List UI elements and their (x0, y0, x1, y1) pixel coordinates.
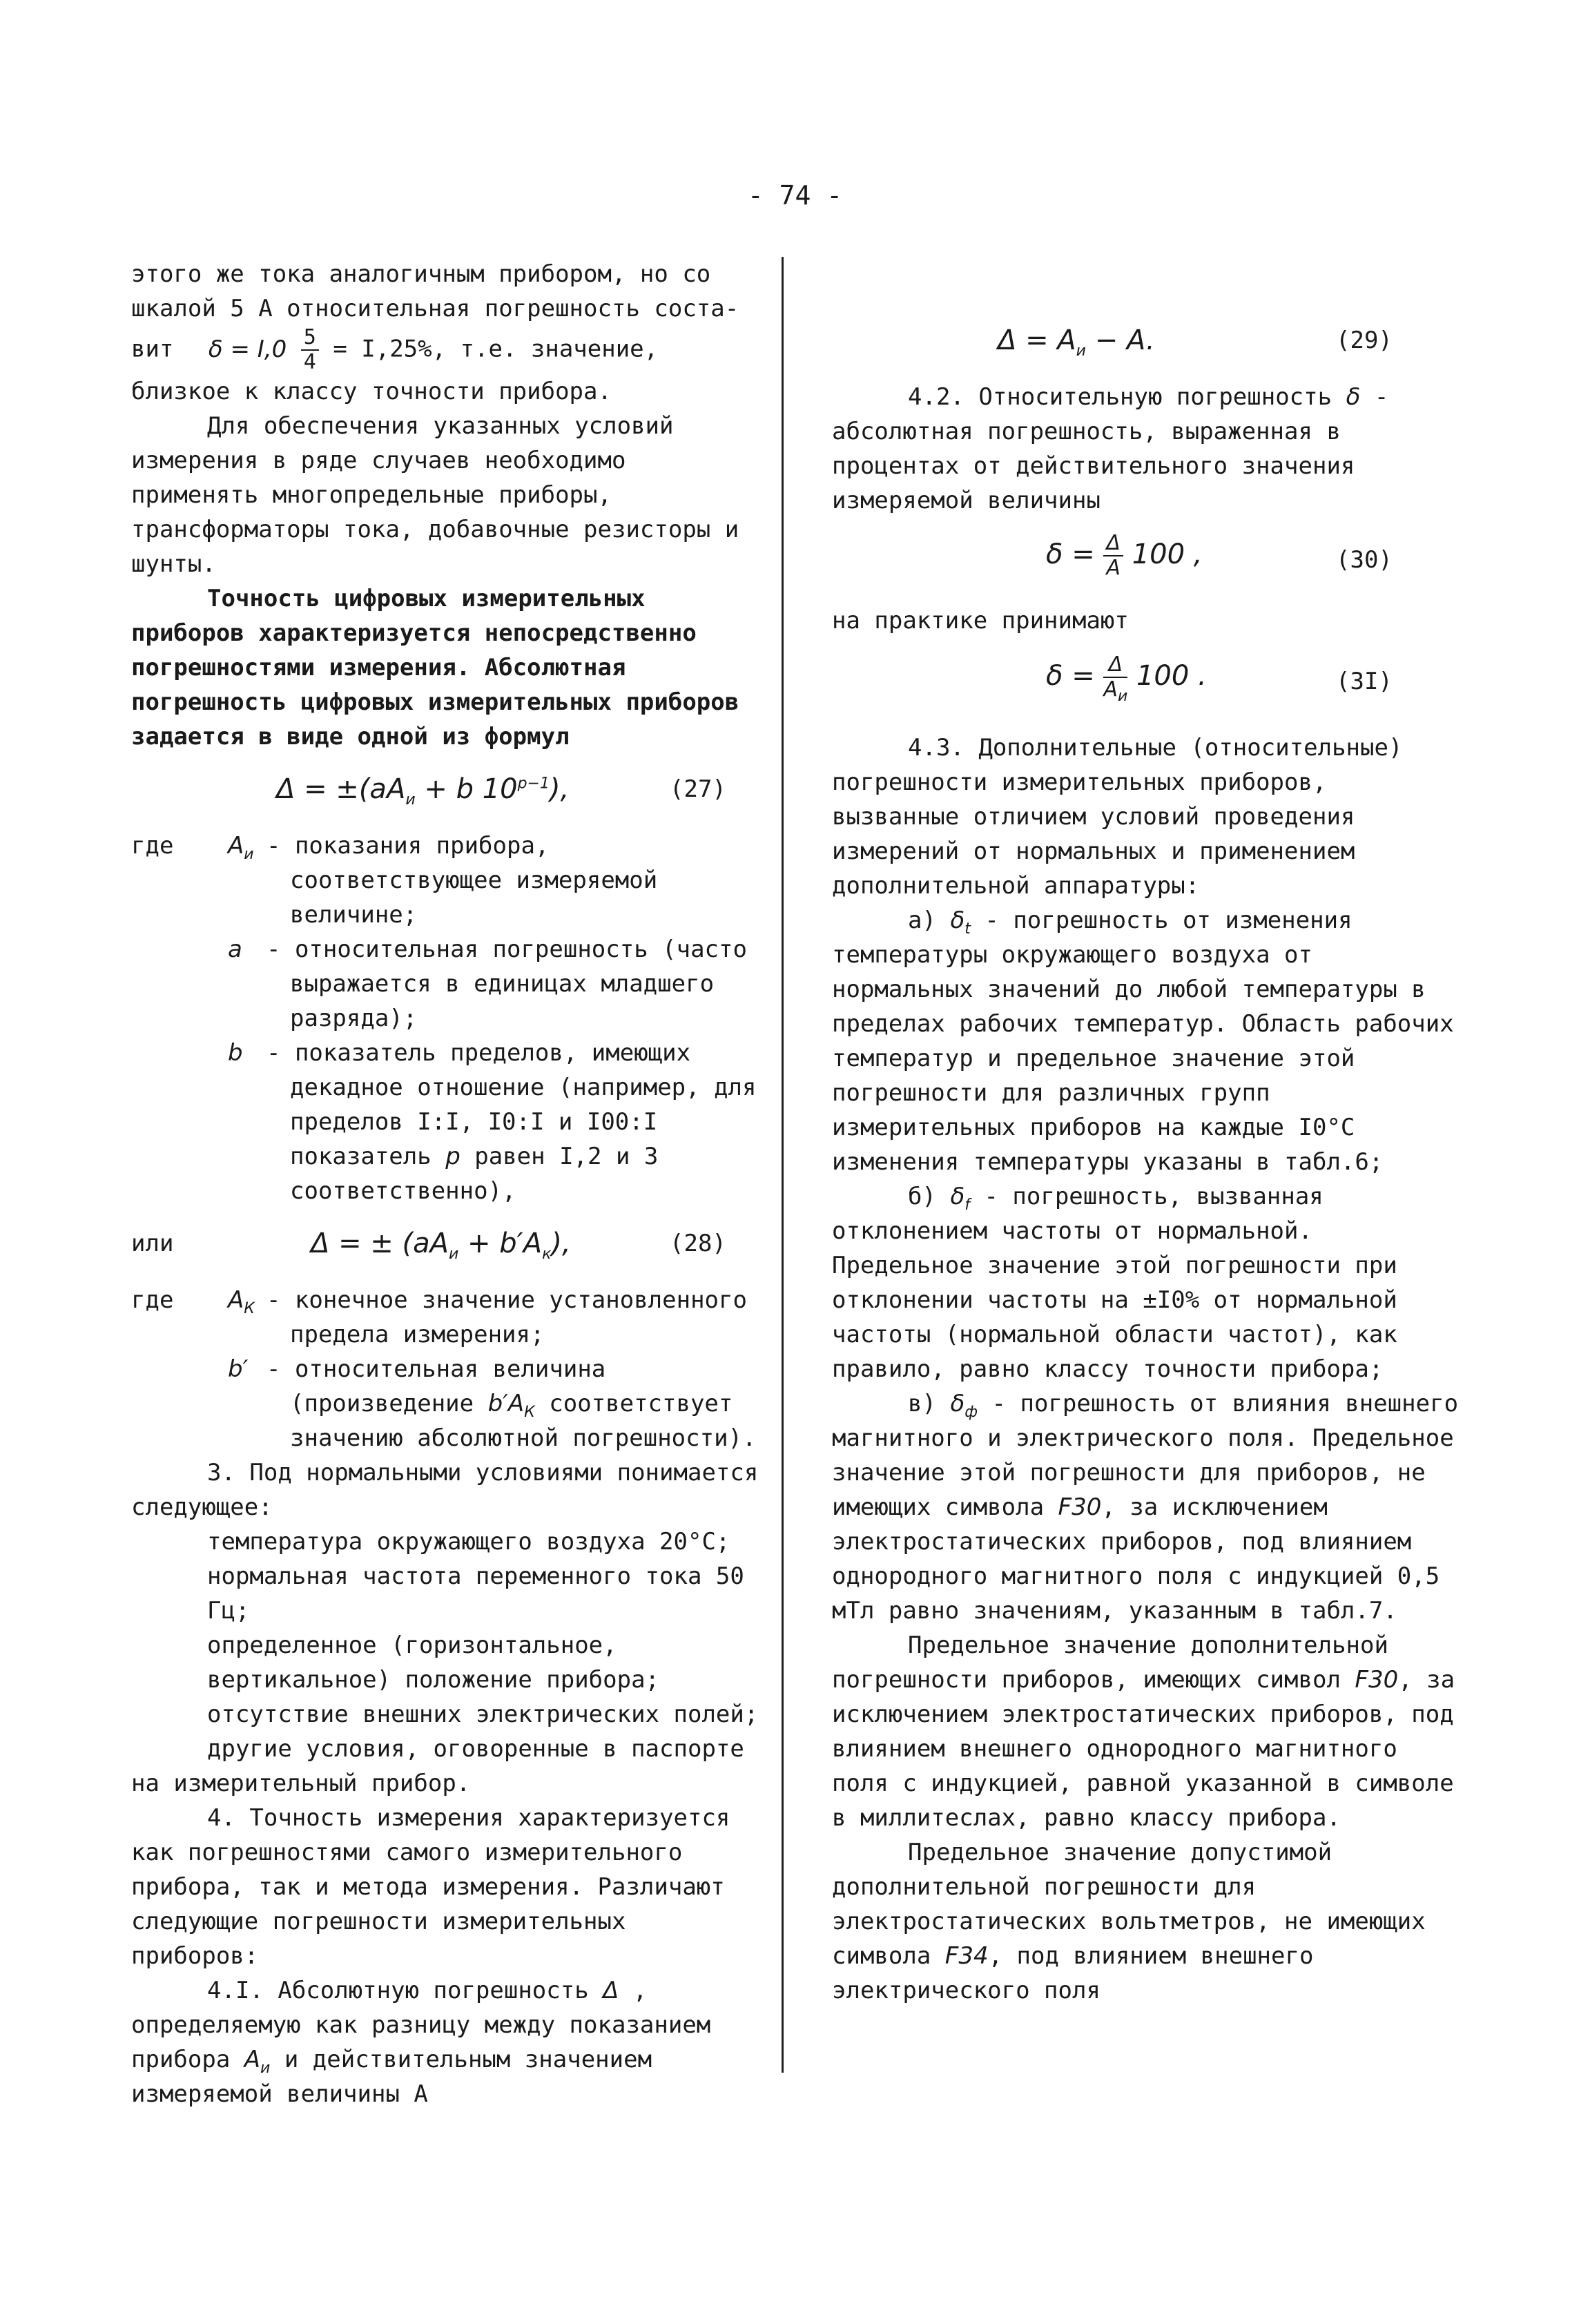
list-item: нормальная частота переменного тока 50 Гц; (207, 1562, 744, 1625)
definition-item: a - относительная погрешность (часто выражается в единицах младшего разряда); (228, 936, 747, 1032)
list-item: б) $\delta_f$ - погрешность, вызванная отклонением частоты от нормальной. Предельное значение этой погрешности при отклонении частоты на ±I0% от нормальной частоты (нормальной области частот), как правило, равно классу точности прибора; (832, 1183, 1397, 1383)
equation-number: (30) (1336, 546, 1393, 574)
definition-item: b′ - относительная величина (произведение $b'A_К$ соответствует значению абсолютной погрешности). (228, 1355, 757, 1452)
paragraph: 3. Под нормальными условиями понимается следующее: (131, 1459, 759, 1521)
paragraph: 4.3. Дополнительные (относительные) погрешности измерительных приборов, вызванные отличием условий проведения измерений от нормальных и применением дополнительной аппаратуры: (832, 734, 1403, 900)
formula-28: или Δ = ± $(aA_и + b'A_к)$, (28) (131, 1228, 726, 1263)
paragraph: 4. Точность измерения характеризуется как погрешностями самого измерительного прибора, так и метода измерения. Различают следующие погрешности измерительных приборов: (131, 1804, 730, 1970)
formula-31: δ = $\frac{\Delta}{A_и}$ 100 . (3I) (1046, 652, 1393, 705)
paragraph: этого же тока аналогичным прибором, но со шкалой 5 А относительная погрешность соста- (131, 260, 739, 322)
inline-formula-line: вит δ = I,0 $\frac{5}{4}$ = I,25%, т.е. значение, (131, 325, 659, 374)
right-column (832, 257, 1467, 2008)
formula-30: δ = $\frac{\Delta}{A}$ 100 , (30) (1046, 531, 1393, 580)
list-item: отсутствие внешних электрических полей; (207, 1701, 759, 1728)
definition-item: b - показатель пределов, имеющих декадное отношение (например, для пределов I:I, I0:I и I00:I показатель p равен I,2 и 3 соответственно), (228, 1039, 757, 1205)
equation-number: (27) (670, 775, 726, 803)
list-item: другие условия, оговоренные в паспорте (207, 1735, 744, 1763)
equation-number: (3I) (1336, 668, 1393, 695)
equation-number: (29) (1336, 327, 1393, 354)
list-item: определенное (горизонтальное, вертикальное) положение прибора; (207, 1631, 660, 1694)
formula-27: $\Delta = \pm(aA_и + b$ $10^{p-1}$), (27) (276, 773, 726, 808)
list-item: температура окружающего воздуха 20°С; (207, 1528, 730, 1556)
list-item: в) $\delta_ф$ - погрешность от влияния внешнего магнитного и электрического поля. Предельное значение этой погрешности для приборов, не имеющих символа F30, за исключением электростатических приборов, под влиянием однородного магнитного поля с индукцией 0,5 мТл равно значениям, указанным в табл.7. (832, 1390, 1459, 1625)
paragraph: Предельное значение допустимой дополнительной погрешности для электростатических вольтметров, не имеющих символа F34, под влиянием внешнего электрического поля (832, 1839, 1426, 2004)
paragraph: Точность цифровых измерительных приборов характеризуется непосредственно погрешностями измерения. Абсолютная погрешность цифровых измерительных приборов задается в виде одной из формул (131, 585, 739, 751)
paragraph: на практике принимают (832, 607, 1129, 635)
left-column (131, 257, 766, 2111)
formula-29: $\Delta = A_и - A$. (29) (998, 325, 1393, 360)
column-divider (782, 257, 784, 2073)
fraction: $\frac{5}{4}$ (301, 326, 319, 374)
list-item-continuation: на измерительный прибор. (131, 1770, 471, 1797)
paragraph: Для обеспечения указанных условий измерения в ряде случаев необходимо применять многопредельные приборы, трансформаторы тока, добавочные резисторы и шунты. (131, 412, 739, 578)
definition-item: где $A_К$ - конечное значение установленного предела измерения; (131, 1286, 747, 1348)
paragraph: 4.2. Относительную погрешность δ - абсолютная погрешность, выраженная в процентах от действительного значения измеряемой величины (832, 383, 1389, 514)
definition-item: где $A_и$ - показания прибора, соответствующее измеряемой величине; (131, 832, 658, 929)
paragraph: Предельное значение дополнительной погрешности приборов, имеющих символ F30, за исключением электростатических приборов, под влиянием внешнего однородного магнитного поля с индукцией, равной указанной в символе в миллитеслах, равно классу прибора. (832, 1631, 1455, 1832)
paragraph: близкое к классу точности прибора. (131, 378, 612, 405)
page-number: - 74 - (747, 180, 843, 211)
list-item: а) $\delta_t$ - погрешность от изменения температуры окружающего воздуха от нормальных значений до любой температуры в пределах рабочих температур. Область рабочих температур и предельное значение этой погрешности для различных групп измерительных приборов на каждые I0°С изменения температуры указаны в табл.6; (832, 907, 1454, 1176)
paragraph: 4.I. Абсолютную погрешность Δ , определяемую как разницу между показанием прибора $A_и$ и действительным значением измеряемой величины А (131, 1977, 711, 2108)
equation-number: (28) (670, 1230, 726, 1257)
